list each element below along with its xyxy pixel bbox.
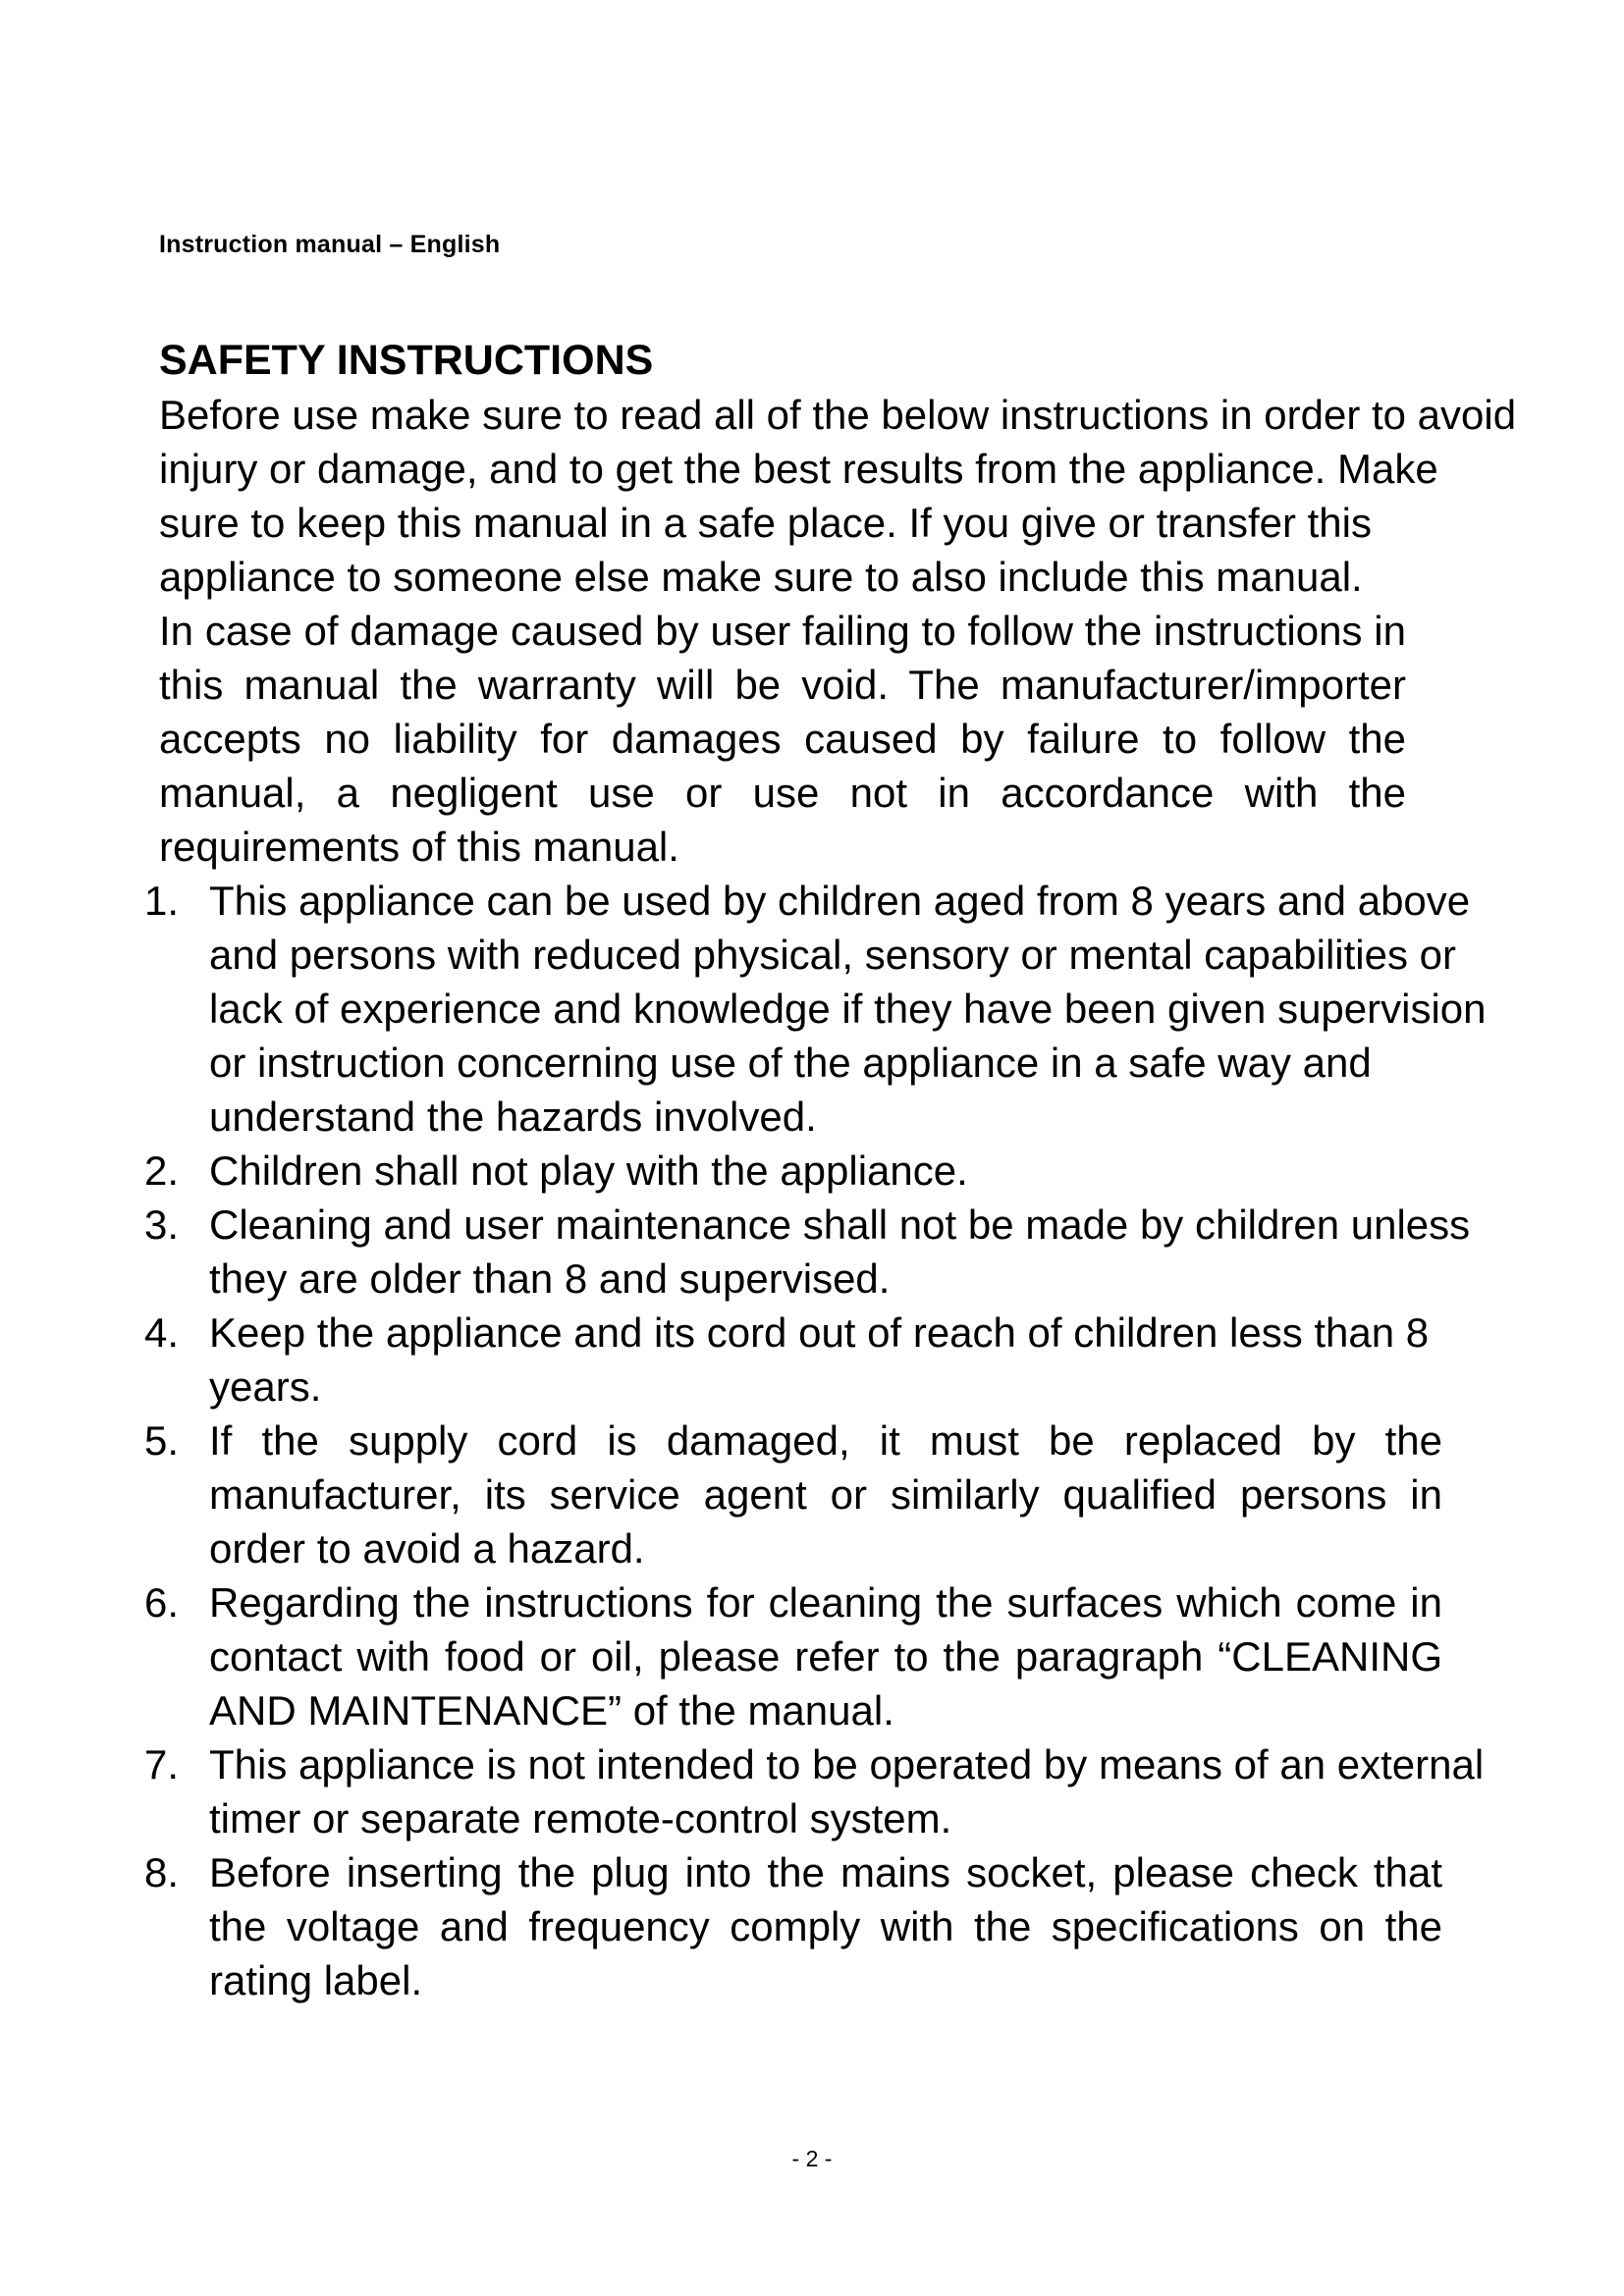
list-item bbox=[144, 1575, 1509, 1737]
list-item-number: 5. bbox=[144, 1417, 180, 1464]
list-item-number: 4. bbox=[144, 1309, 180, 1356]
list-item-text: This appliance is not intended to be operated by means of an external timer or separate remote-control system. bbox=[209, 1741, 1485, 1842]
list-item-text: Cleaning and user maintenance shall not be made by children unless they are older than 8 and supervised. bbox=[209, 1201, 1471, 1302]
list-item-text: If the supply cord is damaged, it must be replaced by the manufacturer, its service agent or similarly qualified persons in order to avoid a hazard. bbox=[209, 1417, 1442, 1572]
list-item-text: Children shall not play with the appliance. bbox=[209, 1148, 968, 1194]
list-item-number: 3. bbox=[144, 1201, 180, 1248]
list-item-text: Regarding the instructions for cleaning the surfaces which come in contact with food or oil, please refer to the paragraph “CLEANING AND MAINTENANCE” of the manual. bbox=[209, 1579, 1442, 1734]
warranty-paragraph: In case of damage caused by user failing to follow the instructions in this manual the warranty will be void. The manufacturer/importer accepts no liability for damages caused by failure to follow the manual, a negligent use or use not in accordance with the requirements of this manual. bbox=[159, 608, 1406, 870]
list-item-number: 2. bbox=[144, 1148, 180, 1194]
list-item bbox=[144, 1737, 1509, 1845]
list-item bbox=[144, 874, 1509, 1144]
safety-list bbox=[144, 874, 1509, 2007]
list-item bbox=[144, 1144, 1509, 1198]
list-item-number: 6. bbox=[144, 1579, 180, 1626]
list-item bbox=[144, 1845, 1509, 2007]
intro-paragraph: Before use make sure to read all of the below instructions in order to avoid injury or damage, and to get the best results from the appliance. Make sure to keep this manual in a safe place. If you give or transfer this appliance to someone else make sure to also include this manual. bbox=[159, 392, 1517, 600]
list-item bbox=[144, 1306, 1509, 1414]
list-item-text: This appliance can be used by children aged from 8 years and above and persons with reduced physical, sensory or mental capabilities or lack of experience and knowledge if they have been given supervision or instruction concerning use of the appliance in a safe way and understand the hazards involved. bbox=[209, 878, 1487, 1140]
list-item-number: 8. bbox=[144, 1849, 180, 1896]
list-item bbox=[144, 1414, 1509, 1575]
list-item-text: Before inserting the plug into the mains socket, please check that the voltage and frequency comply with the specifications on the rating label. bbox=[209, 1849, 1442, 2003]
section-title: SAFETY INSTRUCTIONS bbox=[159, 337, 654, 384]
list-item-text: Keep the appliance and its cord out of reach of children less than 8 years. bbox=[209, 1309, 1430, 1410]
list-item-number: 7. bbox=[144, 1741, 180, 1788]
running-header: Instruction manual – English bbox=[159, 231, 501, 258]
page-number: - 2 - bbox=[791, 2146, 833, 2171]
list-item-number: 1. bbox=[144, 878, 180, 924]
list-item bbox=[144, 1198, 1509, 1306]
page-content bbox=[144, 334, 1524, 2007]
